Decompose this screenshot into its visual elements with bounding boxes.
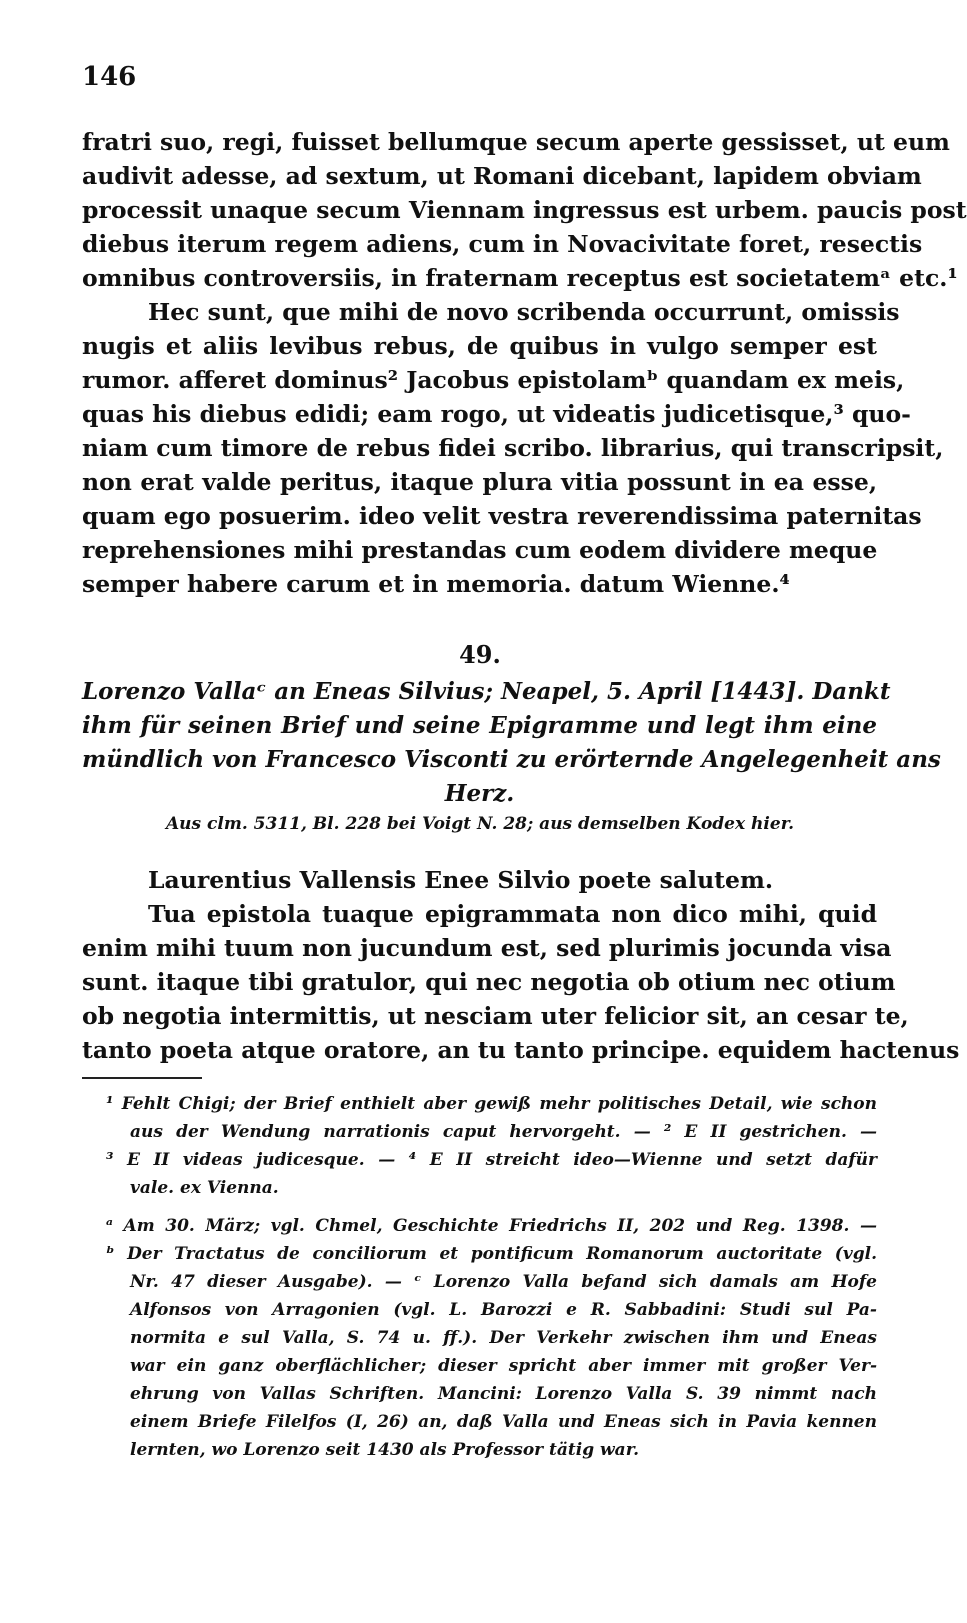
salutation: Laurentius Vallensis Enee Silvio poete salutem. [148, 866, 774, 894]
letter-number: 49. [459, 640, 501, 669]
letter-summary [82, 675, 941, 811]
text-line: non erat valde peritus, itaque plura vitia possunt in ea esse, [82, 468, 877, 496]
text-line: niam cum timore de rebus fidei scribo. librarius, qui transcripsit, [82, 434, 944, 462]
text-line: Hec sunt, que mihi de novo scribenda occurrunt, omissis [148, 298, 900, 326]
page-number: 146 [82, 62, 137, 92]
footnote-line: ᵃ Am 30. März; vgl. Chmel, Geschichte Friedrichs II, 202 und Reg. 1398. — [106, 1216, 877, 1236]
text-line: audivit adesse, ad sextum, ut Romani dicebant, lapidem obviam [82, 162, 922, 190]
footnote-line: Alfonsos von Arragonien (vgl. L. Barozzi e R. Sabbadini: Studi sul Pa- [130, 1300, 877, 1320]
text-line: diebus iterum regem adiens, cum in Novacivitate foret, resectis [82, 230, 923, 258]
summary-line: mündlich von Francesco Visconti zu erörternde Angelegenheit ans [82, 746, 941, 773]
text-line: quas his diebus edidi; eam rogo, ut videatis judicetisque,³ quo- [82, 400, 911, 428]
text-line: semper habere carum et in memoria. datum Wienne.⁴ [82, 570, 790, 598]
text-line: sunt. itaque tibi gratulor, qui nec negotia ob otium nec otium [82, 968, 896, 996]
footnote-line: war ein ganz oberflächlicher; dieser spricht aber immer mit großer Ver- [130, 1356, 877, 1376]
footnote-line: ᵇ Der Tractatus de conciliorum et pontificum Romanorum auctoritate (vgl. [106, 1244, 877, 1264]
text-line: enim mihi tuum non jucundum est, sed plurimis jocunda visa [82, 934, 892, 962]
footnote-divider [82, 1077, 202, 1079]
summary-line: Lorenzo Vallaᶜ an Eneas Silvius; Neapel, 5. April [1443]. Dankt [82, 678, 891, 705]
footnote-line: einem Briefe Filelfos (I, 26) an, daß Valla und Eneas sich in Pavia kennen [130, 1412, 877, 1432]
footnote-line: lernten, wo Lorenzo seit 1430 als Professor tätig war. [130, 1440, 640, 1460]
continuation-text [82, 125, 967, 601]
summary-line: ihm für seinen Brief und seine Epigramme und legt ihm eine [82, 712, 877, 739]
letter-text [82, 863, 960, 1067]
text-line: reprehensiones mihi prestandas cum eodem dividere meque [82, 536, 878, 564]
text-line: ob negotia intermittis, ut nesciam uter felicior sit, an cesar te, [82, 1002, 909, 1030]
text-line: rumor. afferet dominus² Jacobus epistolamᵇ quandam ex meis, [82, 366, 905, 394]
summary-line: Herz. [444, 780, 515, 807]
footnote-line: vale. ex Vienna. [130, 1178, 279, 1198]
footnotes-alpha [82, 1212, 877, 1464]
text-line: tanto poeta atque oratore, an tu tanto principe. equidem hactenus [82, 1036, 960, 1064]
text-line: nugis et aliis levibus rebus, de quibus in vulgo semper est [82, 332, 877, 360]
footnotes-numeric [82, 1090, 877, 1202]
footnote-line: ³ E II videas judicesque. — ⁴ E II streicht ideo—Wienne und setzt dafür [106, 1150, 877, 1170]
footnote-line: ehrung von Vallas Schriften. Mancini: Lorenzo Valla S. 39 nimmt nach [130, 1384, 877, 1404]
footnote-line: normita e sul Valla, S. 74 u. ff.). Der Verkehr zwischen ihm und Eneas [130, 1328, 877, 1348]
text-line: omnibus controversiis, in fraternam receptus est societatemᵃ etc.¹ [82, 264, 958, 292]
text-line: fratri suo, regi, fuisset bellumque secum aperte gessisset, ut eum [82, 128, 950, 156]
text-line: processit unaque secum Viennam ingressus est urbem. paucis post [82, 196, 967, 224]
text-line: quam ego posuerim. ideo velit vestra reverendissima paternitas [82, 502, 922, 530]
footnote-line: ¹ Fehlt Chigi; der Brief enthielt aber gewiß mehr politisches Detail, wie schon [106, 1094, 877, 1114]
text-line: Tua epistola tuaque epigrammata non dico mihi, quid [148, 900, 877, 928]
source-note: Aus clm. 5311, Bl. 228 bei Voigt N. 28; aus demselben Kodex hier. [165, 814, 795, 834]
footnote-line: Nr. 47 dieser Ausgabe). — ᶜ Lorenzo Valla befand sich damals am Hofe [130, 1272, 877, 1292]
footnote-line: aus der Wendung narrationis caput hervorgeht. — ² E II gestrichen. — [130, 1122, 877, 1142]
